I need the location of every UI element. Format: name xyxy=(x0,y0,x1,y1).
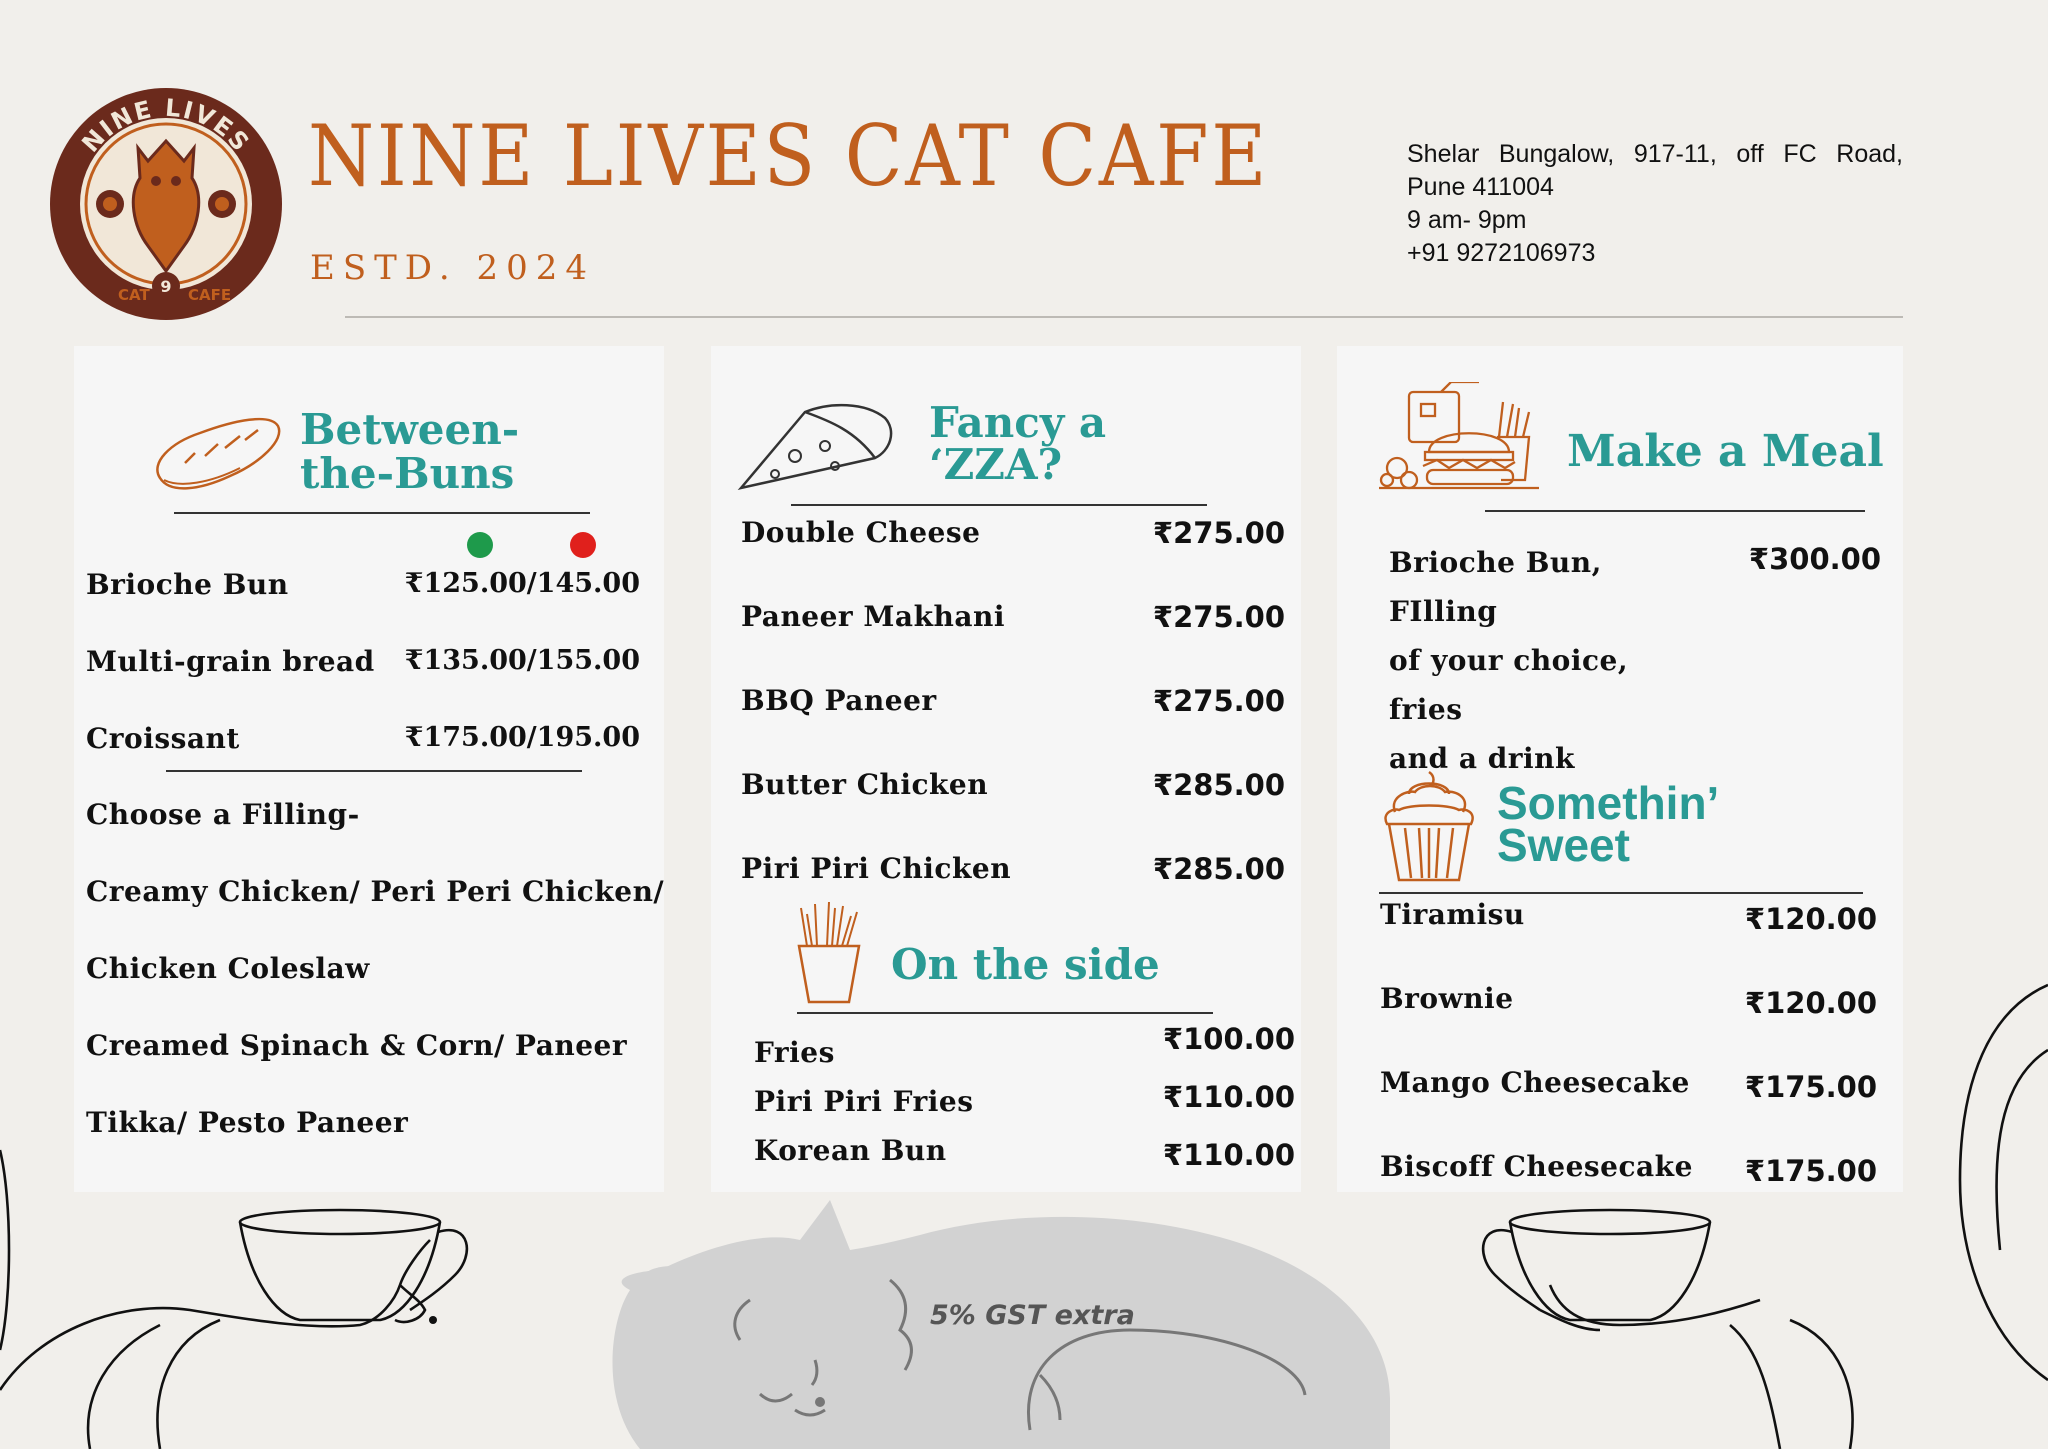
buns-title-line-1: Between- xyxy=(300,405,520,454)
menu-item-price: ₹110.00 xyxy=(1162,1138,1295,1172)
menu-item-price: ₹175.00 xyxy=(1744,1070,1877,1104)
sweet-title-line-2: Sweet xyxy=(1497,819,1630,871)
menu-item-name: Piri Piri Fries xyxy=(754,1085,974,1118)
menu-item-price: ₹275.00 xyxy=(1152,684,1285,718)
opening-hours: 9 am- 9pm xyxy=(1407,206,1527,234)
burger-meal-icon xyxy=(1379,382,1549,492)
svg-text:CAT: CAT xyxy=(118,286,150,304)
menu-item-name: Croissant xyxy=(86,722,240,755)
menu-item-name: BBQ Paneer xyxy=(741,684,937,717)
buns-title-line-2: the-Buns xyxy=(300,449,515,498)
menu-item-price: ₹285.00 xyxy=(1152,768,1285,802)
menu-item-price: ₹120.00 xyxy=(1744,902,1877,936)
menu-item-price: ₹120.00 xyxy=(1744,986,1877,1020)
menu-item-price: ₹275.00 xyxy=(1152,600,1285,634)
address-line-1: Shelar Bungalow, 917-11, off FC Road, xyxy=(1407,140,1903,168)
menu-item-name: Paneer Makhani xyxy=(741,600,1005,633)
menu-item-name: Tiramisu xyxy=(1380,898,1525,931)
established-year: ESTD. 2024 xyxy=(310,248,595,288)
svg-text:CAFE: CAFE xyxy=(188,286,232,304)
meal-description-line: Brioche Bun, FIlling xyxy=(1389,546,1602,628)
menu-item-price: ₹100.00 xyxy=(1162,1022,1295,1056)
menu-item-name: Multi-grain bread xyxy=(86,645,375,678)
header-divider xyxy=(345,316,1903,318)
menu-item-price: ₹175.00/195.00 xyxy=(404,722,640,753)
buns-title xyxy=(300,405,520,498)
svg-text:NINE LIVES: NINE LIVES xyxy=(76,93,256,158)
menu-item-name: Butter Chicken xyxy=(741,768,989,801)
pizza-title-line-2: ‘ZZA? xyxy=(929,440,1063,489)
menu-item-price: ₹125.00/145.00 xyxy=(404,568,640,599)
bread-icon xyxy=(150,408,284,498)
coffee-cup-left-icon xyxy=(0,1150,467,1449)
meal-title: Make a Meal xyxy=(1567,426,1884,477)
brand-name: NINE LIVES CAT CAFE xyxy=(308,107,1270,205)
menu-item-name: Fries xyxy=(754,1036,835,1069)
menu-item-price: ₹110.00 xyxy=(1162,1080,1295,1114)
phone-number: +91 9272106973 xyxy=(1407,239,1596,267)
nonveg-indicator-dot xyxy=(570,532,596,558)
pizza-section xyxy=(711,346,1301,1192)
svg-text:9: 9 xyxy=(160,277,172,296)
menu-item-price: ₹275.00 xyxy=(1152,516,1285,550)
menu-item-name: Korean Bun xyxy=(754,1134,947,1167)
meal-title-divider xyxy=(1485,510,1865,512)
pizza-title xyxy=(929,398,1107,489)
filling-option-line: Tikka/ Pesto Paneer xyxy=(86,1106,409,1139)
buns-section xyxy=(74,346,664,1192)
menu-item-price: ₹135.00/155.00 xyxy=(404,645,640,676)
filling-option-line: Creamed Spinach & Corn/ Paneer xyxy=(86,1029,628,1062)
meal-description xyxy=(1389,538,1709,783)
filling-option-line: Creamy Chicken/ Peri Peri Chicken/ xyxy=(86,875,665,908)
menu-item-name: Brownie xyxy=(1380,982,1514,1015)
sweet-title-line-1: Somethin’ xyxy=(1497,777,1720,829)
menu-item-name: Double Cheese xyxy=(741,516,981,549)
meal-description-line: of your choice, fries xyxy=(1389,644,1629,726)
menu-item-name: Piri Piri Chicken xyxy=(741,852,1012,885)
sides-title: On the side xyxy=(891,940,1160,989)
menu-item-price: ₹285.00 xyxy=(1152,852,1285,886)
menu-item-name: Mango Cheesecake xyxy=(1380,1066,1690,1099)
veg-indicator-dot xyxy=(467,532,493,558)
buns-title-divider xyxy=(174,512,590,514)
contact-info xyxy=(1407,138,1903,270)
filling-option-line: Chicken Coleslaw xyxy=(86,952,370,985)
filling-heading: Choose a Filling- xyxy=(86,798,360,831)
address-line-2: Pune 411004 xyxy=(1407,173,1554,201)
pizza-slice-icon xyxy=(735,396,895,496)
cafe-logo-icon xyxy=(48,86,284,322)
gst-note: 5% GST extra xyxy=(930,1300,1135,1331)
fries-icon xyxy=(787,902,879,1006)
sweet-title-divider xyxy=(1379,892,1863,894)
menu-item-name: Brioche Bun xyxy=(86,568,289,601)
menu-item-price: ₹175.00 xyxy=(1744,1154,1877,1188)
meal-section xyxy=(1337,346,1903,1192)
menu-item-name: Biscoff Cheesecake xyxy=(1380,1150,1693,1183)
sides-title-divider xyxy=(797,1012,1213,1014)
meal-price: ₹300.00 xyxy=(1748,542,1881,576)
pizza-title-line-1: Fancy a xyxy=(929,398,1107,447)
pizza-title-divider xyxy=(791,504,1207,506)
buns-items-divider xyxy=(166,770,582,772)
sweet-title xyxy=(1497,777,1720,871)
meal-description-line: and a drink xyxy=(1389,742,1575,775)
cupcake-icon xyxy=(1379,768,1479,884)
